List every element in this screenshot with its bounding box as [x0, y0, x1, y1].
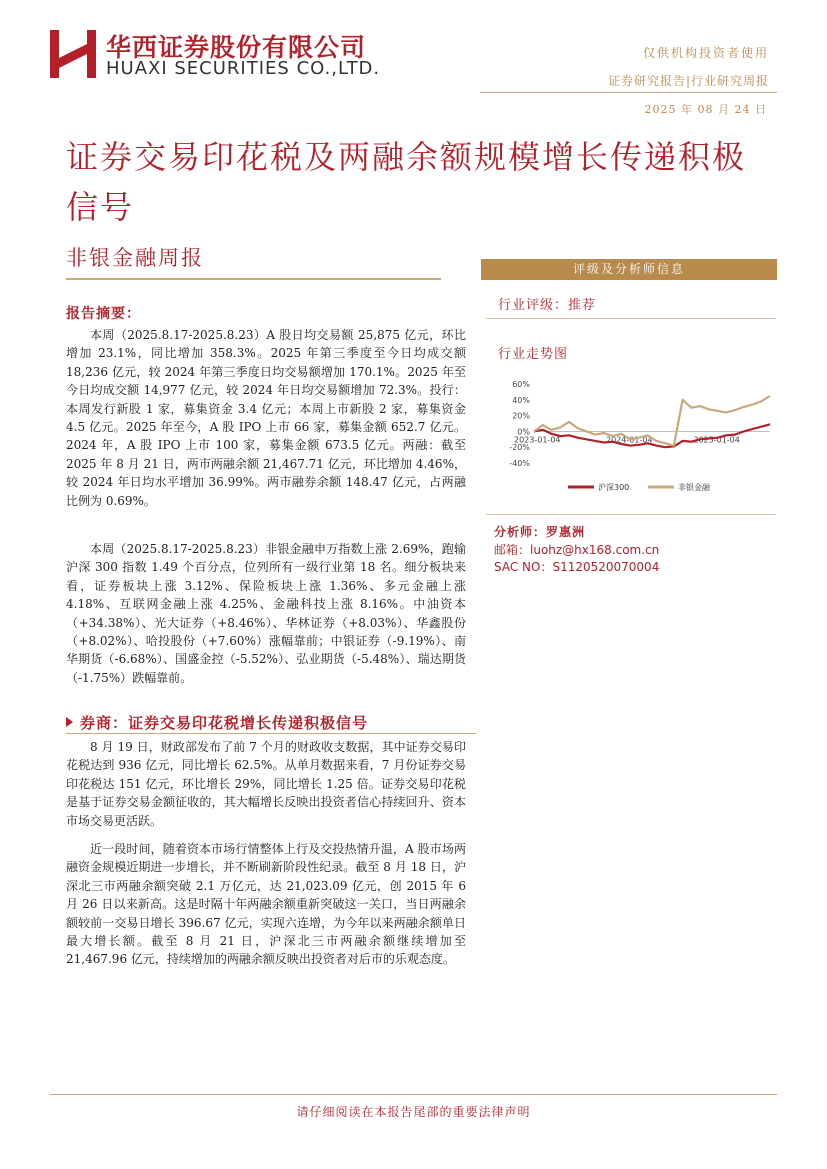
rating-divider	[486, 318, 776, 319]
industry-rating: 行业评级：推荐	[498, 298, 597, 313]
x-tick-label: 2023-01-04	[514, 435, 561, 445]
huaxi-logo	[50, 30, 96, 78]
report-subtitle: 非银金融周报	[66, 246, 204, 270]
report-type: 证券研究报告|行业研究周报	[607, 74, 769, 88]
legend-label: 非银金融	[678, 483, 710, 492]
y-tick-label: 60%	[512, 380, 530, 389]
x-tick-label: 2024-01-04	[606, 435, 653, 445]
y-tick-label: -40%	[509, 459, 530, 468]
section-divider	[66, 733, 476, 734]
footer-divider	[50, 1094, 777, 1095]
company-name-cn: 华西证券股份有限公司	[106, 33, 367, 62]
analyst-email: 邮箱：luohz@hx168.com.cn	[494, 543, 660, 557]
x-tick-label: 2025-01-04	[693, 435, 740, 445]
legend-label: 沪深300	[598, 483, 630, 492]
section-paragraph: 8 月 19 日，财政部发布了前 7 个月的财政收支数据，其中证券交易印花税达到 936 亿元，同比增长 62.5%。从单月数据来看，7 月份证券交易印花税达 151 亿元，环比增长 29%，同比增长 1.25 倍。证券交易印花税是基于证券交易金额征收的，其大幅增长反映出投资者信心持续回升、资本市场交易更活跃。	[66, 740, 466, 828]
report-title: 证券交易印花税及两融余额规模增长传递积极信号	[66, 138, 747, 226]
y-tick-label: -20%	[509, 443, 530, 453]
section-heading	[66, 712, 476, 732]
report-date: 2025 年 08 月 24 日	[644, 103, 767, 116]
industry-trend-chart	[490, 370, 780, 510]
section-paragraph: 近一段时间，随着资本市场行情整体上行及交投热情升温，A 股市场两融资金规模近期进一步增长，并不断刷新阶段性纪录。截至 8 月 18 日，沪深北三市两融余额突破 2.1 万亿元，达 21,023.09 亿元，创 2015 年 6 月 26 日以来新高。这是时隔十年两融余额重新突破这一关口，当日两融余额较前一交易日增长 396.67 亿元，实现六连增，为今年以来两融余额单日最大增长额。截至 8 月 21 日，沪深北三市两融余额继续增加至 21,467.96 亿元，持续增加的两融余额反映出投资者对后市的乐观态度。	[66, 842, 466, 967]
analyst-name: 分析师：罗惠洲	[494, 525, 586, 539]
y-tick-label: 0%	[517, 427, 530, 437]
usage-note: 仅供机构投资者使用	[642, 46, 769, 60]
abstract-paragraph: 本周（2025.8.17-2025.8.23）非银金融申万指数上涨 2.69%，跑输沪深 300 指数 1.49 个百分点，位列所有一级行业第 18 名。细分板块来看，证券板块上涨 3.12%、保险板块上涨 1.36%、多元金融上涨 4.18%、互联网金融上涨 4.25%、金融科技上涨 8.16%。中油资本（+34.38%）、光大证券（+8.46%）、华林证券（+8.03%）、华鑫股份（+8.02%）、哈投股份（+7.60%）涨幅靠前；中银证券（-9.19%）、南华期货（-6.68%）、国盛金控（-5.52%）、弘业期货（-5.48%）、瑞达期货（-1.75%）跌幅靠前。	[66, 542, 466, 685]
legal-notice: 请仔细阅读在本报告尾部的重要法律声明	[296, 1105, 531, 1119]
header-divider	[480, 92, 777, 93]
y-tick-label: 20%	[512, 411, 530, 421]
section-heading-text: 券商：证券交易印花税增长传递积极信号	[80, 714, 369, 732]
rating-info-header: 评级及分析师信息	[481, 259, 777, 280]
trend-chart-title: 行业走势图	[498, 347, 569, 362]
analyst-divider	[486, 514, 776, 515]
sac-number: SAC NO：S1120520070004	[494, 560, 660, 574]
abstract-paragraph: 本周（2025.8.17-2025.8.23）A 股日均交易额 25,875 亿元，环比增加 23.1%，同比增加 358.3%。2025 年第三季度至今日均成交额 18,236 亿元，较 2024 年第三季度日均交易额增加 170.1%。2025 年至今日均成交额 14,977 亿元，较 2024 年日均交易额增加 72.3%。投行：本周发行新股 1 家，募集资金 3.4 亿元；本周上市新股 2 家，募集资金 4.5 亿元。2025 年至今，A 股 IPO 上市 66 家，募集金额 652.7 亿元。2024 年，A 股 IPO 上市 100 家，募集金额 673.5 亿元。两融：截至 2025 年 8 月 21 日，两市两融余额 21,467.71 亿元，环比增加 4.46%，较 2024 年日均水平增加 36.99%。两市融券余额 148.47 亿元，占两融比例为 0.69%。	[66, 328, 466, 508]
subtitle-divider	[66, 278, 441, 280]
abstract-heading: 报告摘要：	[66, 306, 141, 322]
company-name-en: HUAXI SECURITIES CO.,LTD.	[106, 58, 381, 79]
y-tick-label: 40%	[512, 395, 530, 405]
triangle-bullet-icon	[66, 717, 73, 727]
